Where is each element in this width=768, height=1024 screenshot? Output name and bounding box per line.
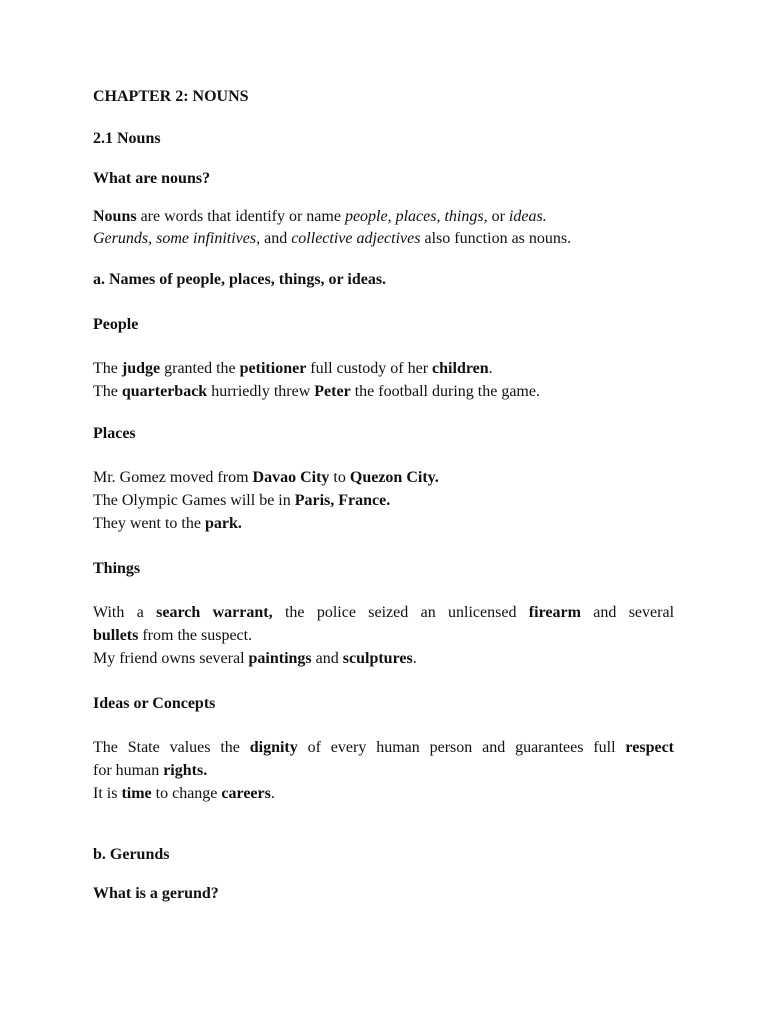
text-run: full custody of her: [306, 360, 433, 377]
things-example-2: [93, 648, 674, 670]
bold-term: Davao City: [252, 469, 330, 486]
text-run: The Olympic Games will be in: [93, 492, 295, 509]
bold-term: dignity: [249, 739, 298, 756]
text-run: The State values the: [93, 739, 250, 756]
bold-term: bullets: [93, 627, 139, 644]
places-example-2: [93, 490, 674, 512]
bold-term: firearm: [528, 604, 581, 621]
text-run: hurriedly threw: [207, 383, 315, 400]
ideas-example-1-cont: [93, 760, 674, 782]
document-page: [93, 0, 674, 1024]
bold-term: Paris, France.: [294, 492, 391, 509]
bold-term: Nouns: [93, 208, 137, 225]
definition-line-2: [93, 228, 674, 250]
text-run: also function as nouns.: [420, 230, 572, 247]
bold-term: careers: [221, 785, 271, 802]
ideas-example-2: [93, 783, 674, 805]
section-title: 2.1 Nouns: [93, 130, 161, 147]
things-example-1-cont: [93, 625, 674, 647]
places-example-1: [93, 467, 674, 489]
people-example-1: [93, 358, 674, 380]
text-run: Mr. Gomez moved from: [93, 469, 253, 486]
chapter-title: CHAPTER 2: NOUNS: [93, 88, 249, 105]
text-run: The: [93, 383, 122, 400]
bold-term: children: [432, 360, 489, 377]
places-example-3: [93, 513, 674, 535]
subsection-a-title: a. Names of people, places, things, or ideas.: [93, 271, 387, 288]
text-run: and: [260, 230, 292, 247]
bold-term: time: [121, 785, 152, 802]
text-run: to: [329, 469, 350, 486]
italic-term: ideas.: [508, 208, 547, 225]
text-run: and: [311, 650, 343, 667]
bold-term: Peter: [314, 383, 351, 400]
text-run: With a: [93, 604, 157, 621]
bold-term: rights.: [163, 762, 208, 779]
gerund-question: What is a gerund?: [93, 885, 219, 902]
bold-term: search warrant,: [156, 604, 273, 621]
text-run: .: [412, 650, 417, 667]
things-example-1: [93, 602, 674, 624]
text-run: for human: [93, 762, 164, 779]
bold-term: judge: [121, 360, 161, 377]
text-run: or: [487, 208, 509, 225]
text-run: from the suspect.: [138, 627, 253, 644]
definition-line-1: [93, 206, 674, 228]
text-run: of every human person and guarantees full: [297, 739, 626, 756]
things-heading: Things: [93, 560, 141, 577]
bold-term: petitioner: [239, 360, 307, 377]
places-heading: Places: [93, 425, 136, 442]
bold-term: quarterback: [121, 383, 208, 400]
bold-term: sculptures: [342, 650, 413, 667]
people-heading: People: [93, 316, 139, 333]
text-run: .: [488, 360, 493, 377]
ideas-example-1: [93, 737, 674, 759]
text-run: granted the: [160, 360, 240, 377]
text-run: to change: [151, 785, 222, 802]
text-run: and several: [580, 604, 675, 621]
italic-term: people, places, things,: [344, 208, 488, 225]
text-run: It is: [93, 785, 122, 802]
question-heading: What are nouns?: [93, 170, 211, 187]
people-example-2: [93, 381, 674, 403]
bold-term: park.: [204, 515, 242, 532]
text-run: are words that identify or name: [136, 208, 345, 225]
text-run: They went to the: [93, 515, 205, 532]
text-run: My friend owns several: [93, 650, 249, 667]
bold-term: paintings: [248, 650, 312, 667]
text-run: .: [270, 785, 275, 802]
bold-term: Quezon City.: [349, 469, 439, 486]
text-run: the police seized an unlicensed: [272, 604, 529, 621]
ideas-heading: Ideas or Concepts: [93, 695, 216, 712]
subsection-b-title: b. Gerunds: [93, 846, 170, 863]
text-run: the football during the game.: [350, 383, 540, 400]
text-run: The: [93, 360, 122, 377]
italic-term: Gerunds, some infinitives,: [93, 230, 261, 247]
italic-term: collective adjectives: [291, 230, 421, 247]
bold-term: respect: [625, 739, 674, 756]
